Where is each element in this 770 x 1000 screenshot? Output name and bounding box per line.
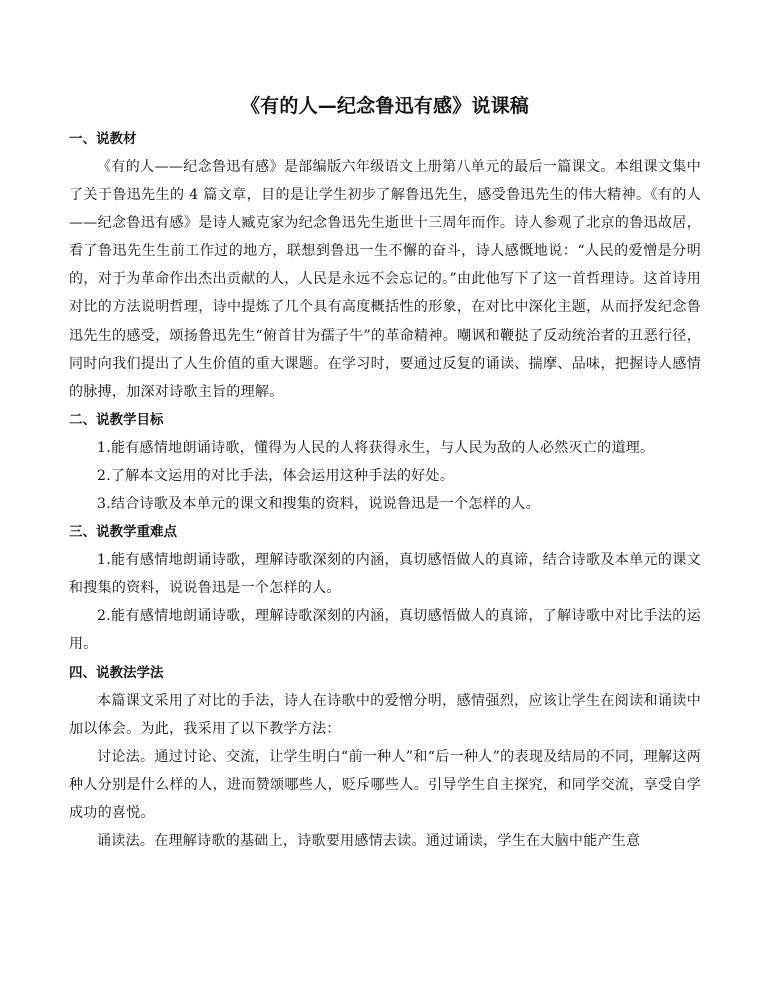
paragraph: 1.能有感情地朗诵诗歌，理解诗歌深刻的内涵，真切感悟做人的真谛，结合诗歌及本单元的课文和搜集的资料，说说鲁迅是一个怎样的人。 (69, 552, 701, 597)
paragraph: 1.能有感情地朗诵诗歌，懂得为人民的人将获得永生，与人民为敌的人必然灭亡的道理。 (97, 439, 655, 456)
paragraph: 讨论法。通过讨论、交流，让学生明白“前一种人”和“后一种人”的表现及结局的不同，理解这两种人分别是什么样的人，进而赞颂哪些人，贬斥哪些人。引导学生自主探究，和同学交流，享受自学成功的喜悦。 (69, 748, 701, 821)
paragraph: 3.结合诗歌及本单元的课文和搜集的资料，说说鲁迅是一个怎样的人。 (97, 496, 540, 513)
paragraph: 2.了解本文运用的对比手法，体会运用这种手法的好处。 (97, 467, 455, 484)
document-body (69, 125, 701, 855)
section-heading: 三、说教学重难点 (69, 524, 177, 541)
document-title: 《有的人—纪念鲁迅有感》说课稿 (240, 95, 529, 117)
section-heading: 二、说教学目标 (69, 411, 164, 428)
paragraph: 本篇课文采用了对比的手法，诗人在诗歌中的爱憎分明，感情强烈，应该让学生在阅读和诵读中加以体会。为此，我采用了以下教学方法： (69, 692, 701, 737)
paragraph: 《有的人——纪念鲁迅有感》是部编版六年级语文上册第八单元的最后一篇课文。本组课文集中了关于鲁迅先生的 4 篇文章，目的是让学生初步了解鲁迅先生，感受鲁迅先生的伟大精神。《有的人——纪念鲁迅有感》是诗人臧克家为纪念鲁迅先生逝世十三周年而作。诗人参观了北京的鲁迅故居，看了鲁迅先生生前工作过的地方，联想到鲁迅一生不懈的奋斗，诗人感慨地说：“人民的爱憎是分明的，对于为革命作出杰出贡献的人，人民是永远不会忘记的。”由此他写下了这一首哲理诗。这首诗用对比的方法说明哲理，诗中提炼了几个具有高度概括性的形象，在对比中深化主题，从而抒发纪念鲁迅先生的感受，颂扬鲁迅先生“俯首甘为孺子牛”的革命精神。嘲讽和鞭挞了反动统治者的丑恶行径，同时向我们提出了人生价值的重大课题。在学习时，要通过反复的诵读、揣摩、品味，把握诗人感情的脉搏，加深对诗歌主旨的理解。 (69, 159, 701, 400)
paragraph: 诵读法。在理解诗歌的基础上，诗歌要用感情去读。通过诵读，学生在大脑中能产生意 (97, 832, 641, 849)
section-heading: 一、说教材 (69, 131, 137, 147)
section-teaching-methods (69, 659, 701, 856)
section-heading: 四、说教法学法 (69, 664, 164, 681)
section-teaching-goals (69, 406, 701, 518)
section-key-difficulties (69, 518, 701, 658)
paragraph: 2.能有感情地朗诵诗歌，理解诗歌深刻的内涵，真切感悟做人的真谛，了解诗歌中对比手法的运用。 (69, 608, 701, 653)
section-teaching-material (69, 125, 701, 406)
